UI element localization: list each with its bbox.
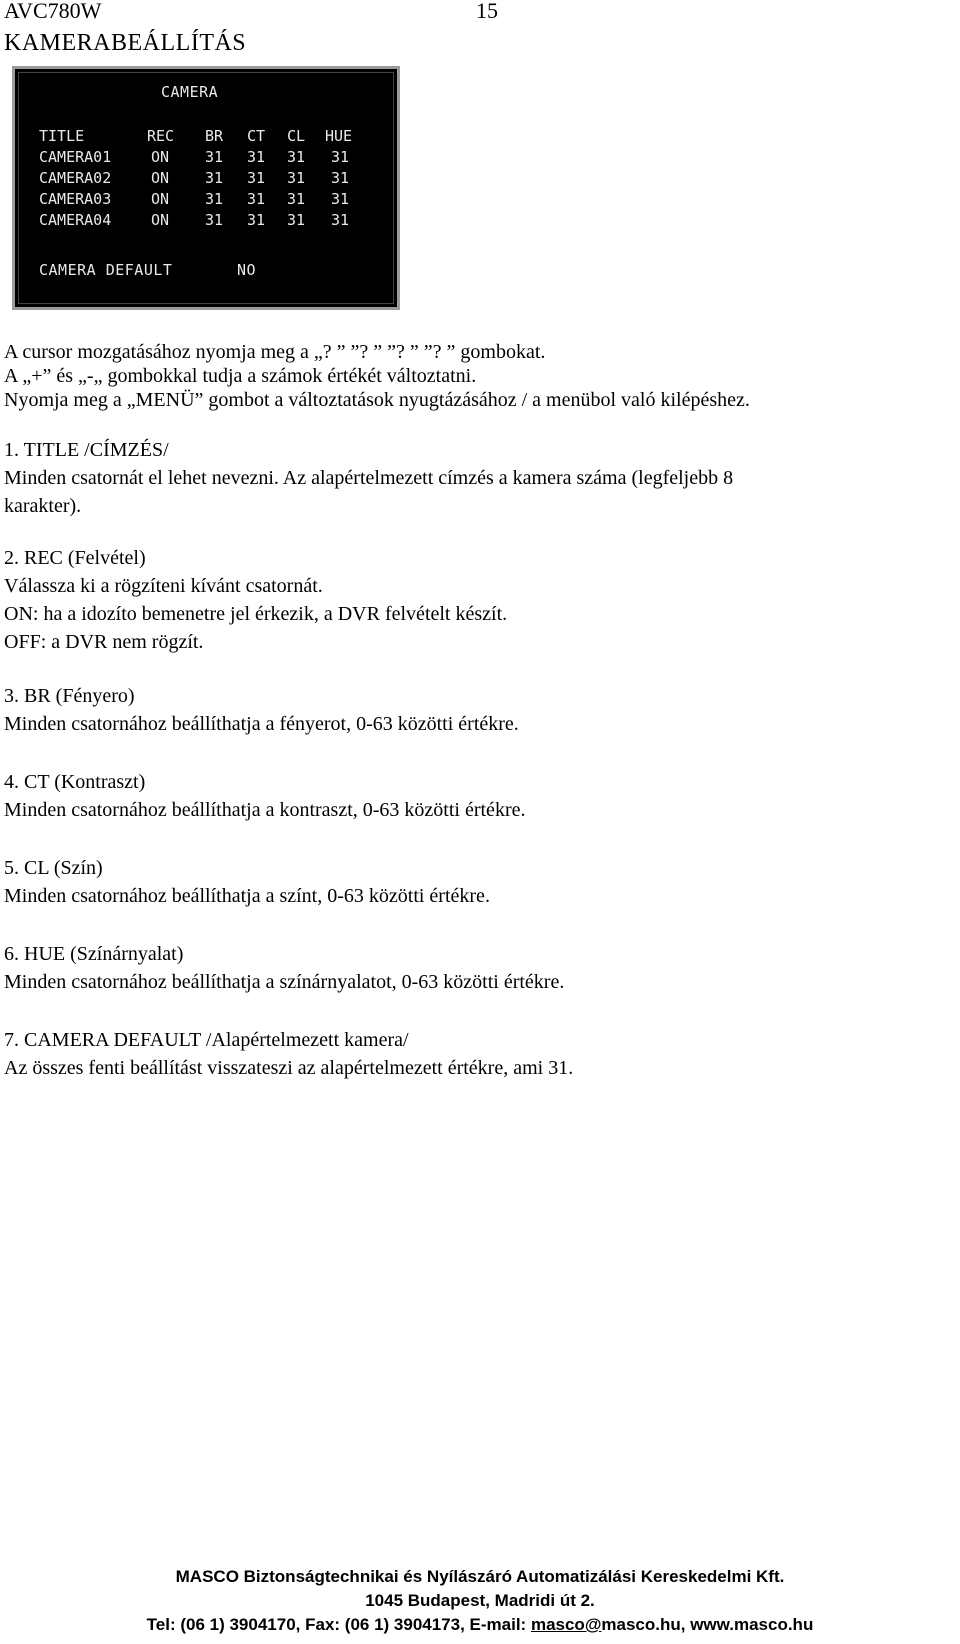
osd-camera-default-value: NO (237, 261, 257, 279)
section-heading-title: 1. TITLE /CÍMZÉS/ (4, 439, 169, 461)
osd-camera-menu-screenshot (12, 66, 400, 310)
osd-row-camera-1-br: 31 (205, 148, 224, 166)
osd-row-camera-3-title: CAMERA03 (39, 190, 112, 208)
osd-row-camera-3-br: 31 (205, 190, 224, 208)
osd-row-camera-4-title: CAMERA04 (39, 211, 112, 229)
osd-column-hue: HUE (325, 127, 353, 145)
osd-row-camera-2-rec: ON (151, 169, 170, 187)
osd-row-camera-1-cl: 31 (287, 148, 306, 166)
section-text-cl: Minden csatornához beállíthatja a színt, 0-63 közötti értékre. (4, 885, 490, 907)
osd-column-rec: REC (147, 127, 175, 145)
osd-row-camera-2-hue: 31 (331, 169, 350, 187)
section-text-rec: OFF: a DVR nem rögzít. (4, 631, 204, 653)
footer-contact-prefix: Tel: (06 1) 3904170, Fax: (06 1) 3904173, E-mail: (146, 1615, 531, 1634)
osd-row-camera-4-rec: ON (151, 211, 170, 229)
osd-menu-title: CAMERA (161, 83, 219, 101)
osd-row-camera-2-br: 31 (205, 169, 224, 187)
document-model: AVC780W (4, 0, 102, 23)
osd-row-camera-3-ct: 31 (247, 190, 266, 208)
section-text-br: Minden csatornához beállíthatja a fényerot, 0-63 közötti értékre. (4, 713, 519, 735)
section-heading-ct: 4. CT (Kontraszt) (4, 771, 146, 793)
section-heading-camera-default: 7. CAMERA DEFAULT /Alapértelmezett kamera/ (4, 1029, 409, 1051)
footer-email-link[interactable]: masco@ (530, 1615, 602, 1634)
osd-column-ct: CT (247, 127, 266, 145)
osd-row-camera-4-hue: 31 (331, 211, 350, 229)
osd-camera-default-label: CAMERA DEFAULT (39, 261, 173, 279)
section-text-camera-default: Az összes fenti beállítást visszateszi az alapértelmezett értékre, ami 31. (4, 1057, 574, 1079)
section-text-rec: Válassza ki a rögzíteni kívánt csatornát. (4, 575, 323, 597)
section-text-title: Minden csatornát el lehet nevezni. Az alapértelmezett címzés a kamera száma (legfeljebb 8 (4, 467, 734, 489)
footer-contact-suffix: masco.hu, www.masco.hu (601, 1615, 814, 1634)
section-heading-rec: 2. REC (Felvétel) (4, 547, 146, 569)
osd-row-camera-1-ct: 31 (247, 148, 266, 166)
osd-column-cl: CL (287, 127, 306, 145)
section-text-hue: Minden csatornához beállíthatja a színárnyalatot, 0-63 közötti értékre. (4, 971, 565, 993)
section-text-title: karakter). (4, 495, 82, 517)
osd-column-title: TITLE (39, 127, 85, 145)
osd-row-camera-4-ct: 31 (247, 211, 266, 229)
footer-contact (0, 1614, 960, 1636)
osd-row-camera-3-hue: 31 (331, 190, 350, 208)
section-heading-br: 3. BR (Fényero) (4, 685, 135, 707)
osd-row-camera-1-hue: 31 (331, 148, 350, 166)
intro-line-menu: Nyomja meg a „MENÜ” gombot a változtatások nyugtázásához / a menübol való kilépéshez. (4, 389, 750, 411)
osd-row-camera-3-cl: 31 (287, 190, 306, 208)
osd-row-camera-2-ct: 31 (247, 169, 266, 187)
osd-row-camera-2-title: CAMERA02 (39, 169, 112, 187)
page-number: 15 (476, 0, 498, 23)
osd-row-camera-4-cl: 31 (287, 211, 306, 229)
osd-row-camera-1-title: CAMERA01 (39, 148, 112, 166)
footer-company: MASCO Biztonságtechnikai és Nyílászáró Automatizálási Kereskedelmi Kft. (175, 1567, 785, 1586)
intro-line-plus-minus: A „+” és „-„ gombokkal tudja a számok értékét változtatni. (4, 365, 477, 387)
section-text-rec: ON: ha a idozíto bemenetre jel érkezik, a DVR felvételt készít. (4, 603, 508, 625)
osd-column-br: BR (205, 127, 224, 145)
intro-line-cursor: A cursor mozgatásához nyomja meg a „? ” ”? ” ”? ” ”? ” gombokat. (4, 341, 546, 363)
osd-row-camera-1-rec: ON (151, 148, 170, 166)
page-title: KAMERABEÁLLÍTÁS (4, 30, 247, 56)
footer-address: 1045 Budapest, Madridi út 2. (365, 1591, 595, 1610)
osd-row-camera-2-cl: 31 (287, 169, 306, 187)
osd-row-camera-3-rec: ON (151, 190, 170, 208)
section-heading-hue: 6. HUE (Színárnyalat) (4, 943, 184, 965)
section-heading-cl: 5. CL (Szín) (4, 857, 103, 879)
osd-row-camera-4-br: 31 (205, 211, 224, 229)
section-text-ct: Minden csatornához beállíthatja a kontraszt, 0-63 közötti értékre. (4, 799, 526, 821)
